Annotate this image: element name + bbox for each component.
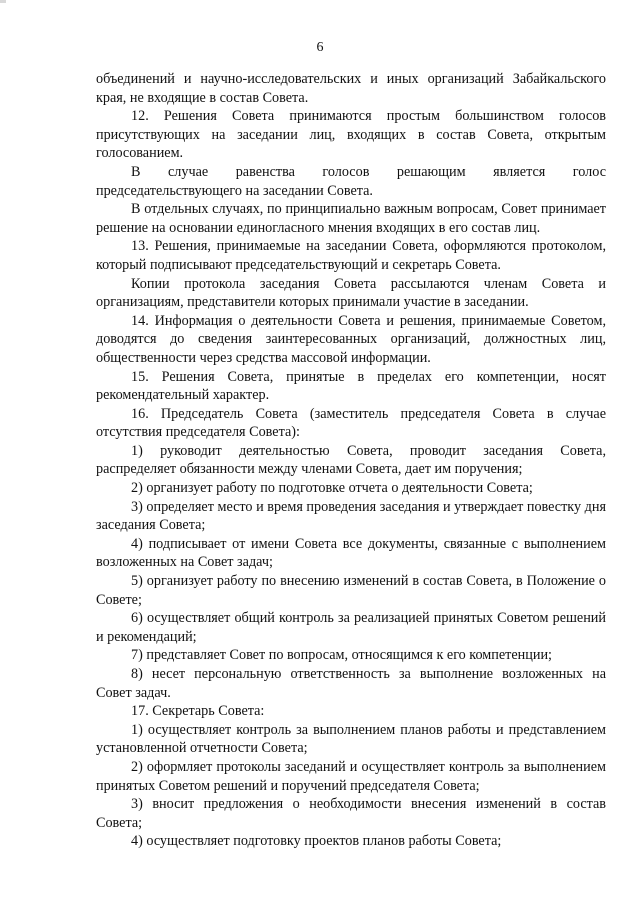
list-item-16-7: 7) представляет Совет по вопросам, относящимся к его компетенции; <box>131 647 552 664</box>
paragraph-item-16: 16. Председатель Совета (заместитель председателя Совета в случае отсутствия председателя Совета): <box>96 405 606 441</box>
list-item-17-4: 4) осуществляет подготовку проектов планов работы Совета; <box>131 833 502 850</box>
list-item-16-6: 6) осуществляет общий контроль за реализацией принятых Советом решений и рекомендаций; <box>96 610 606 645</box>
paragraph-item-13: 13. Решения, принимаемые на заседании Совета, оформляются протоколом, который подписывают председательствующий и секретарь Совета. <box>96 238 606 273</box>
paragraph-item-15: 15. Решения Совета, принятые в пределах его компетенции, носят рекомендательный характер. <box>96 368 606 404</box>
list-item-16-4: 4) подписывает от имени Совета все документы, связанные с выполнением возложенных на Совет задач; <box>96 535 606 571</box>
paragraph-unanimous: В отдельных случаях, по принципиально важным вопросам, Совет принимает решение на основании единогласного мнения входящих в его состав лиц. <box>96 201 606 236</box>
list-item-17-3: 3) вносит предложения о необходимости внесения изменений в состав Совета; <box>96 796 606 831</box>
paragraph-item-14: 14. Информация о деятельности Совета и решения, принимаемые Советом, доводятся до сведения заинтересованных организаций, должностных лиц, общественности через средства массовой информации. <box>96 312 606 366</box>
paragraph-item-17: 17. Секретарь Совета: <box>131 703 265 720</box>
paragraph-tie-vote: В случае равенства голосов решающим является голос председательствующего на заседании Совета. <box>96 163 606 199</box>
list-item-16-2: 2) организует работу по подготовке отчета о деятельности Совета; <box>131 480 533 497</box>
page-number: 6 <box>316 40 324 55</box>
paragraph-item-12: 12. Решения Совета принимаются простым большинством голосов присутствующих на заседании лиц, входящих в состав Совета, открытым голосованием. <box>96 108 606 162</box>
list-item-16-3: 3) определяет место и время проведения заседания и утверждает повестку дня заседания Совета; <box>96 498 606 534</box>
list-item-16-1: 1) руководит деятельностью Совета, проводит заседания Совета, распределяет обязанности между членами Совета, дает им поручения; <box>96 442 606 478</box>
list-item-16-8: 8) несет персональную ответственность за выполнение возложенных на Совет задач. <box>96 666 606 701</box>
paragraph-continuation: объединений и научно-исследовательских и иных организаций Забайкальского края, не входящие в состав Совета. <box>96 71 606 106</box>
list-item-16-5: 5) организует работу по внесению изменений в состав Совета, в Положение о Совете; <box>96 573 606 608</box>
scan-corner-mark <box>0 0 6 3</box>
paragraph-protocol-copies: Копии протокола заседания Совета рассылаются членам Совета и организациям, представители которых принимали участие в заседании. <box>96 275 606 311</box>
list-item-17-1: 1) осуществляет контроль за выполнением планов работы и представлением установленной отчетности Совета; <box>96 721 606 757</box>
list-item-17-2: 2) оформляет протоколы заседаний и осуществляет контроль за выполнением принятых Советом решений и поручений председателя Совета; <box>96 758 606 794</box>
document-body <box>96 70 606 851</box>
